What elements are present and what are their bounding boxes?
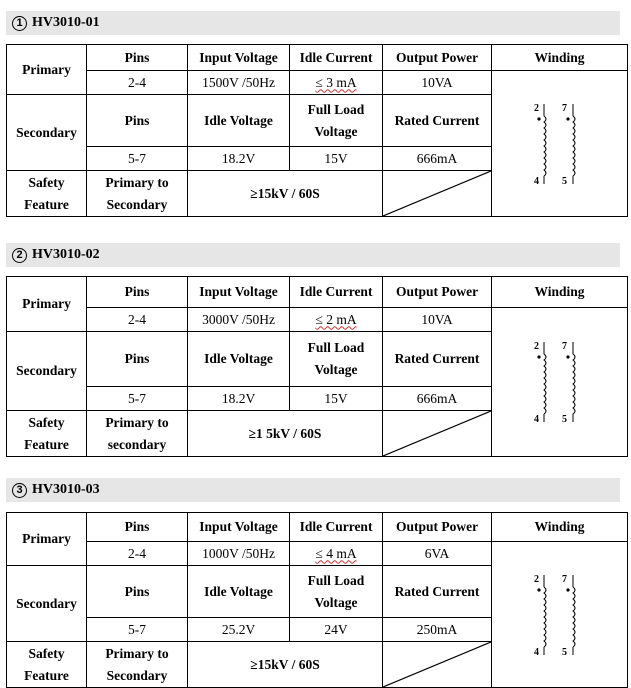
- safety-line-2: Feature: [24, 196, 69, 212]
- model-name: HV3010-01: [32, 15, 100, 30]
- spec-table: [6, 276, 628, 457]
- primary-to-line-2: Secondary: [106, 196, 168, 212]
- secondary-coil: [573, 587, 575, 647]
- idle-voltage: 25.2V: [188, 618, 290, 642]
- input-voltage-header: Input Voltage: [188, 277, 290, 308]
- pin-2-label: 2: [533, 573, 539, 585]
- pin-7-label: 7: [561, 573, 567, 585]
- input-voltage: 3000V /50Hz: [188, 308, 290, 332]
- spec-table: [6, 512, 628, 688]
- idle-voltage-header: Idle Voltage: [188, 332, 290, 387]
- pin-5-label: 5: [561, 175, 567, 186]
- polarity-dot-primary: [537, 588, 540, 591]
- secondary-pins-header: Pins: [87, 332, 188, 387]
- section-header: [6, 11, 620, 35]
- secondary-label: Secondary: [7, 566, 87, 642]
- full-load-voltage: 24V: [290, 618, 383, 642]
- idle-voltage-header: Idle Voltage: [188, 566, 290, 618]
- primary-pins: 2-4: [87, 542, 188, 566]
- output-power: 6VA: [383, 542, 492, 566]
- full-load-line-1: Full Load: [307, 101, 365, 117]
- full-load-line-2: Voltage: [314, 362, 358, 377]
- section-header: [6, 243, 620, 267]
- polarity-dot-secondary: [566, 588, 569, 591]
- secondary-pins-header: Pins: [87, 566, 188, 618]
- primary-label: Primary: [7, 277, 87, 332]
- output-power-header: Output Power: [383, 45, 492, 71]
- secondary-pins-header: Pins: [87, 95, 188, 147]
- full-load-voltage-header: [290, 332, 383, 387]
- section-number: 1: [12, 16, 27, 31]
- pin-5-label: 5: [561, 646, 567, 657]
- primary-to-line-1: Primary to: [105, 645, 169, 661]
- secondary-label: Secondary: [7, 95, 87, 171]
- safety-feature-label: [7, 642, 87, 688]
- primary-label: Primary: [7, 45, 87, 95]
- safety-feature-label: [7, 411, 87, 457]
- safety-line-1: Safety: [28, 414, 65, 430]
- idle-voltage: 18.2V: [188, 147, 290, 171]
- polarity-dot-primary: [537, 355, 540, 358]
- primary-pins: 2-4: [87, 71, 188, 95]
- pins-header: Pins: [87, 277, 188, 308]
- primary-coil: [544, 116, 546, 176]
- safety-feature-label: [7, 171, 87, 217]
- pin-4-label: 4: [533, 646, 539, 657]
- input-voltage: 1500V /50Hz: [188, 71, 290, 95]
- diagonal-line: [383, 171, 491, 216]
- rated-current-header: Rated Current: [383, 95, 492, 147]
- empty-diagonal-cell: [383, 411, 492, 457]
- primary-to-line-2: secondary: [107, 436, 167, 452]
- output-power-header: Output Power: [383, 513, 492, 542]
- pin-2-label: 2: [533, 341, 539, 352]
- winding-diagram: [530, 573, 590, 657]
- safety-line-2: Feature: [24, 667, 69, 683]
- winding-diagram-cell: [492, 71, 628, 217]
- pins-header: Pins: [87, 513, 188, 542]
- pin-2-label: 2: [533, 102, 539, 114]
- primary-coil: [544, 354, 546, 414]
- rated-current: 666mA: [383, 147, 492, 171]
- idle-voltage-header: Idle Voltage: [188, 95, 290, 147]
- pin-5-label: 5: [561, 414, 567, 424]
- polarity-dot-secondary: [566, 355, 569, 358]
- idle-current-value: ≤ 4 mA: [315, 545, 357, 561]
- pin-4-label: 4: [533, 414, 539, 424]
- primary-pins: 2-4: [87, 308, 188, 332]
- winding-header: Winding: [492, 45, 628, 71]
- rated-current-header: Rated Current: [383, 566, 492, 618]
- primary-to-secondary-label: [87, 411, 188, 457]
- idle-current-header: Idle Current: [290, 45, 383, 71]
- winding-diagram: [530, 340, 590, 424]
- winding-diagram-cell: [492, 542, 628, 688]
- pin-4-label: 4: [533, 175, 539, 186]
- section-header: [6, 478, 620, 502]
- secondary-pins: 5-7: [87, 618, 188, 642]
- rated-current: 666mA: [383, 387, 492, 411]
- input-voltage-header: Input Voltage: [188, 513, 290, 542]
- rated-current: 250mA: [383, 618, 492, 642]
- input-voltage-header: Input Voltage: [188, 45, 290, 71]
- idle-current-value: ≤ 3 mA: [315, 74, 357, 90]
- idle-current: [290, 71, 383, 95]
- primary-to-line-1: Primary to: [105, 174, 169, 190]
- safety-line-1: Safety: [28, 645, 65, 661]
- idle-current-header: Idle Current: [290, 277, 383, 308]
- output-power: 10VA: [383, 71, 492, 95]
- primary-label: Primary: [7, 513, 87, 566]
- winding-header: Winding: [492, 513, 628, 542]
- full-load-voltage-header: [290, 566, 383, 618]
- idle-current-value: ≤ 2 mA: [315, 311, 357, 327]
- full-load-voltage: 15V: [290, 387, 383, 411]
- full-load-voltage: 15V: [290, 147, 383, 171]
- pin-7-label: 7: [561, 341, 567, 352]
- safety-line-1: Safety: [28, 174, 65, 190]
- output-power: 10VA: [383, 308, 492, 332]
- full-load-line-2: Voltage: [314, 123, 358, 139]
- model-name: HV3010-03: [32, 482, 100, 497]
- diagonal-line: [383, 411, 491, 456]
- full-load-line-2: Voltage: [314, 594, 358, 610]
- idle-current-header: Idle Current: [290, 513, 383, 542]
- primary-to-line-1: Primary to: [105, 414, 169, 430]
- polarity-dot-secondary: [566, 117, 569, 120]
- spec-table: [6, 44, 628, 217]
- secondary-label: Secondary: [7, 332, 87, 411]
- output-power-header: Output Power: [383, 277, 492, 308]
- primary-to-secondary-label: [87, 171, 188, 217]
- secondary-coil: [573, 116, 575, 176]
- empty-diagonal-cell: [383, 642, 492, 688]
- primary-to-secondary-label: [87, 642, 188, 688]
- idle-current: [290, 308, 383, 332]
- section-number: 3: [12, 483, 27, 498]
- winding-header: Winding: [492, 277, 628, 308]
- full-load-voltage-header: [290, 95, 383, 147]
- safety-value: ≥15kV / 60S: [188, 642, 383, 688]
- pin-7-label: 7: [561, 102, 567, 114]
- secondary-pins: 5-7: [87, 387, 188, 411]
- full-load-line-1: Full Load: [307, 572, 365, 588]
- pins-header: Pins: [87, 45, 188, 71]
- rated-current-header: Rated Current: [383, 332, 492, 387]
- winding-diagram: [530, 102, 590, 186]
- winding-diagram-cell: [492, 308, 628, 457]
- section-number: 2: [12, 248, 27, 263]
- model-name: HV3010-02: [32, 247, 100, 262]
- primary-to-line-2: Secondary: [106, 667, 168, 683]
- safety-value: ≥1 5kV / 60S: [188, 411, 383, 457]
- idle-voltage: 18.2V: [188, 387, 290, 411]
- primary-coil: [544, 587, 546, 647]
- secondary-pins: 5-7: [87, 147, 188, 171]
- diagonal-line: [383, 642, 491, 687]
- idle-current: [290, 542, 383, 566]
- input-voltage: 1000V /50Hz: [188, 542, 290, 566]
- safety-value: ≥15kV / 60S: [188, 171, 383, 217]
- safety-line-2: Feature: [24, 436, 69, 452]
- secondary-coil: [573, 354, 575, 414]
- polarity-dot-primary: [537, 117, 540, 120]
- full-load-line-1: Full Load: [307, 340, 365, 355]
- empty-diagonal-cell: [383, 171, 492, 217]
